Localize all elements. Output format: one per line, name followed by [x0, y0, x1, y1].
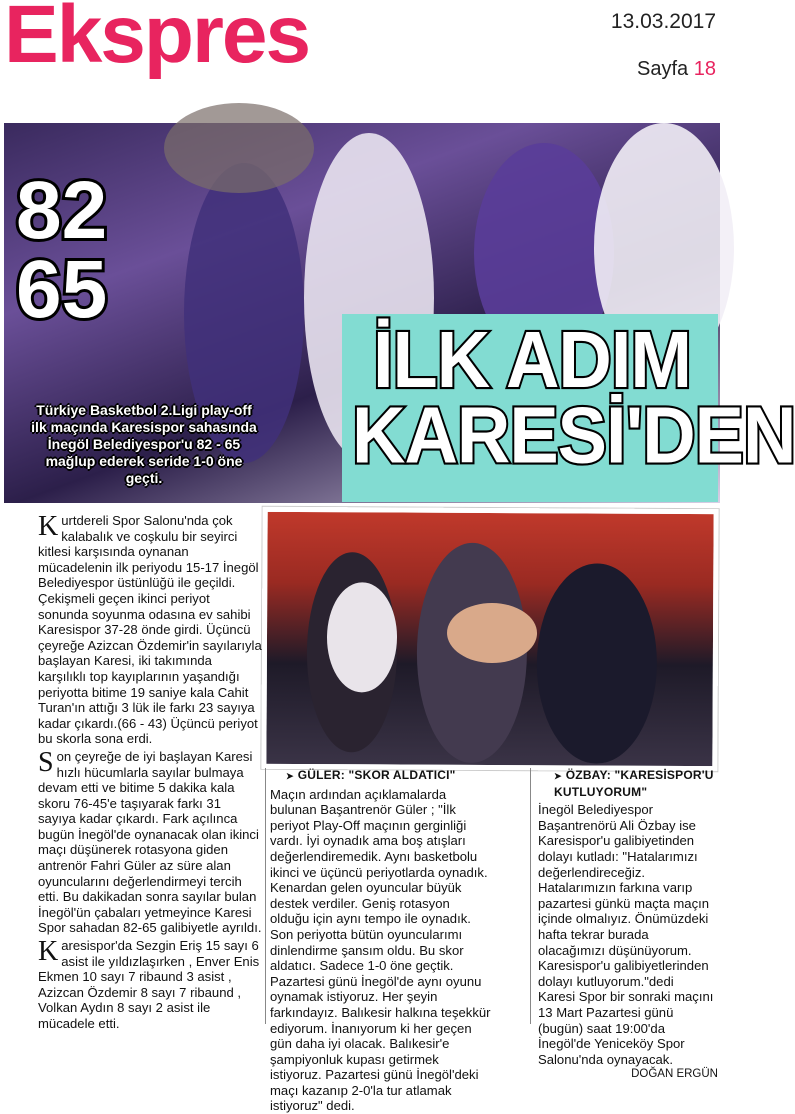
article-column-3: [538, 768, 718, 1083]
next-match-note: Karesi Spor bir sonraki maçını 13 Mart Pazartesi günü (bugün) saat 19:00'da İnegöl'de Yeniceköy Spor Salonu'nda oynayacak.: [538, 989, 714, 1067]
photo-jersey: [327, 582, 398, 692]
arrow-icon: ➤: [554, 771, 562, 781]
guler-heading-text: GÜLER: "SKOR ALDATICI": [297, 768, 456, 782]
page-number-value: 18: [693, 58, 716, 80]
article-text-3: aresispor'da Sezgin Eriş 15 sayı 6 asist ile yıldızlaşırken , Enver Enis Ekmen 10 sayı 7 ribaund 3 asist , Azizcan Özdemir 8 sayı 7 ribaund , Volkan Aydın 8 sayı 2 asist ile mücadele etti.: [38, 938, 260, 1031]
headline: [352, 314, 795, 481]
byline: DOĞAN ERGÜN: [631, 1068, 718, 1081]
crowd-shape: [164, 103, 314, 193]
drop-cap-2: S: [38, 746, 54, 778]
article-paragraph-2: [38, 746, 262, 936]
drop-cap-1: K: [38, 511, 59, 542]
page-number: [637, 58, 716, 81]
column-divider-1: [265, 768, 266, 1024]
subdeck: Türkiye Basketbol 2.Ligi play-off ilk maçında Karesispor sahasında İnegöl Belediyespor'u 82 - 65 mağlup ederek seride 1-0 öne geçti.: [31, 402, 257, 486]
masthead-logo: Ekspres: [4, 0, 310, 80]
article-column-2: [270, 768, 492, 1114]
guler-body: Maçın ardından açıklamalarda bulunan Başantrenör Güler ; "İlk periyot Play-Off maçının gerginliği vardı. İyi oynadık ama boş atışları değerlendiremedik. Aynı basketbolu ikinci ve üçüncü periyotlarda oynadık. Kenardan gelen oyuncular büyük destek verdiler. Geniş rotasyon olduğu için aynı tempo ile oynadık. Son periyotta bütün oyuncularımı dinlendirme şansım oldu. Bu skor aldatıcı. Sadece 1-0 öne geçtik. Pazartesi günü İnegöl'de aynı oyunu oynamak istiyoruz. Her şeyin farkındayız. Balıkesir halkına teşekkür ediyorum. İnanıyorum ki her geçen gün daha iyi olacak. Balıkesir'e şampiyonluk kupası getirmek istiyoruz. Pazartesi günü İnegöl'deki maçı kazanıp 2-0'la tur atlamak istiyoruz" dedi.: [270, 786, 491, 1114]
article-text-1: urtdereli Spor Salonu'nda çok kalabalık ve coşkulu bir seyirci kitlesi karşısında oynanan mücadelenin ilk periyodu 15-17 İnegöl Belediyespor üstünlüğü ile geçildi. Çekişmeli geçen ikinci periyot sonunda soyunma odasına ev sahibi Karesispor 37-28 önde girdi. Üçüncü çeyreğe Azizcan Özdemir'in sayılarıyla başlayan Karesi, iki takımında karşılıklı top kayıplarının yaşandığı periyotta bitime 19 saniye kala Cahit Turan'ın attığı 3 lük ile farkı 23 sayıya kadar çıkardı.(66 - 43) Üçüncü periyot bu skorla sona erdi.: [38, 513, 262, 747]
photo-person-3: [536, 563, 657, 764]
headline-line1: İLK ADIM: [372, 314, 692, 405]
score-graphic: [16, 165, 108, 335]
issue-date: 13.03.2017: [610, 10, 716, 33]
article-paragraph-1: [38, 513, 262, 747]
arrow-icon: ➤: [286, 771, 294, 781]
score-away: 65: [16, 243, 108, 335]
headline-line2: KARESİ'DEN: [352, 390, 795, 481]
ozbay-heading-text: ÖZBAY: "KARESİSPOR'U KUTLUYORUM": [554, 768, 714, 799]
article-column-1: [38, 513, 262, 1034]
photo-hands: [447, 603, 537, 663]
drop-cap-3: K: [38, 936, 59, 968]
article-paragraph-3: [38, 938, 262, 1032]
column-divider-2: [530, 768, 531, 1024]
article-text-2: on çeyreğe de iyi başlayan Karesi hızlı hücumlarla sayılar bulmaya devam etti ve bitime 5 dakika kala skoru 76-45'e taşıyarak farkı 31 sayıya kadar çıkardı. Fark açılınca bugün İnegöl'de oynanacak olan ikinci maçı düşünerek rotasyona giden antrenör Fahri Güler az süre alan oyuncularını değerlendirmeyi tercih etti. Bu dakikadan sonra sayılar bulan İnegöl'ün çabaları yetmeyince Karesi Spor sahadan 82-65 galibiyetle ayrıldı.: [38, 748, 262, 936]
ozbay-heading: [554, 768, 718, 800]
team-huddle-photo: [261, 507, 718, 771]
score-home: 82: [16, 165, 108, 256]
page-label: Sayfa: [637, 58, 689, 80]
guler-heading: [286, 768, 492, 785]
ozbay-body: İnegöl Belediyespor Başantrenörü Ali Özbay ise Karesispor'u galibiyetinden dolayı kutladı: "Hatalarımızı değerlendireceğiz. Hatalarımızın farkına varıp pazartesi günkü maçta maçın içinde olmalıyız. Önümüzdeki hafta tekrar burada olacağımızı düşünüyorum. Karesispor'u galibiyetlerinden dolayı kutluyorum."dedi: [538, 802, 710, 989]
